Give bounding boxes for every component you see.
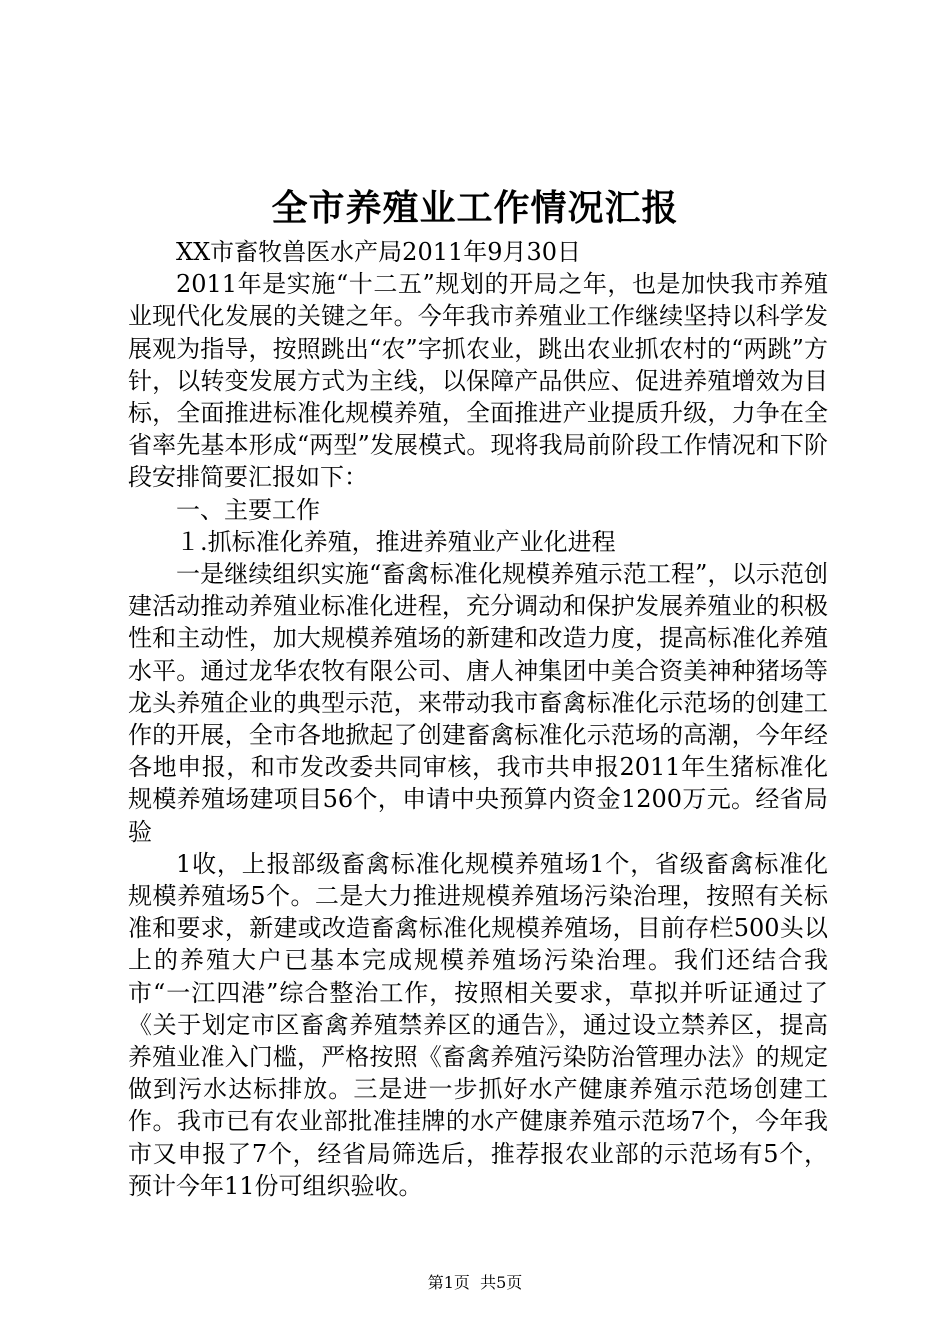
document-body <box>128 236 828 1202</box>
page-number-current: 第1页 <box>427 1273 470 1292</box>
body-paragraph: 一是继续组织实施“畜禽标准化规模养殖示范工程”，以示范创建活动推动养殖业标准化进程，充分调动和保护发展养殖业的积极性和主动性，加大规模养殖场的新建和改造力度，提高标准化养殖水平。通过龙华农牧有限公司、唐人神集团中美合资美神种猪场等龙头养殖企业的典型示范，来带动我市畜禽标准化示范场的创建工作的开展，全市各地掀起了创建畜禽标准化示范场的高潮，今年经各地申报，和市发改委共同审核，我市共申报2011年生猪标准化规模养殖场建项目56个，申请中央预算内资金1200万元。经省局验 <box>128 560 828 846</box>
subsection-heading: １.抓标准化养殖，推进养殖业产业化进程 <box>176 527 616 556</box>
page-number-total: 共5页 <box>480 1273 523 1292</box>
document-title: 全市养殖业工作情况汇报 <box>271 187 679 229</box>
page-footer <box>0 1272 950 1294</box>
author-date-line: XX市畜牧兽医水产局2011年9月30日 <box>176 238 582 266</box>
body-paragraph: 1收，上报部级畜禽标准化规模养殖场1个，省级畜禽标准化规模养殖场5个。二是大力推进规模养殖场污染治理，按照有关标准和要求，新建或改造畜禽标准化规模养殖场，目前存栏500头以上的养殖大户已基本完成规模养殖场污染治理。我们还结合我市“一江四港”综合整治工作，按照相关要求，草拟并听证通过了《关于划定市区畜禽养殖禁养区的通告》，通过设立禁养区，提高养殖业准入门槛，严格按照《畜禽养殖污染防治管理办法》的规定做到污水达标排放。三是进一步抓好水产健康养殖示范场创建工作。我市已有农业部批准挂牌的水产健康养殖示范场7个，今年我市又申报了7个，经省局筛选后，推荐报农业部的示范场有5个，预计今年11份可组织验收。 <box>128 849 828 1200</box>
footer-spacer <box>470 1273 480 1292</box>
intro-paragraph: 2011年是实施“十二五”规划的开局之年，也是加快我市养殖业现代化发展的关键之年。今年我市养殖业工作继续坚持以科学发展观为指导，按照跳出“农”字抓农业，跳出农业抓农村的“两跳”方针，以转变发展方式为主线，以保障产品供应、促进养殖增效为目标，全面推进标准化规模养殖，全面推进产业提质升级，力争在全省率先基本形成“两型”发展模式。现将我局前阶段工作情况和下阶段安排简要汇报如下： <box>128 270 828 492</box>
section-heading: 一、主要工作 <box>176 495 320 524</box>
